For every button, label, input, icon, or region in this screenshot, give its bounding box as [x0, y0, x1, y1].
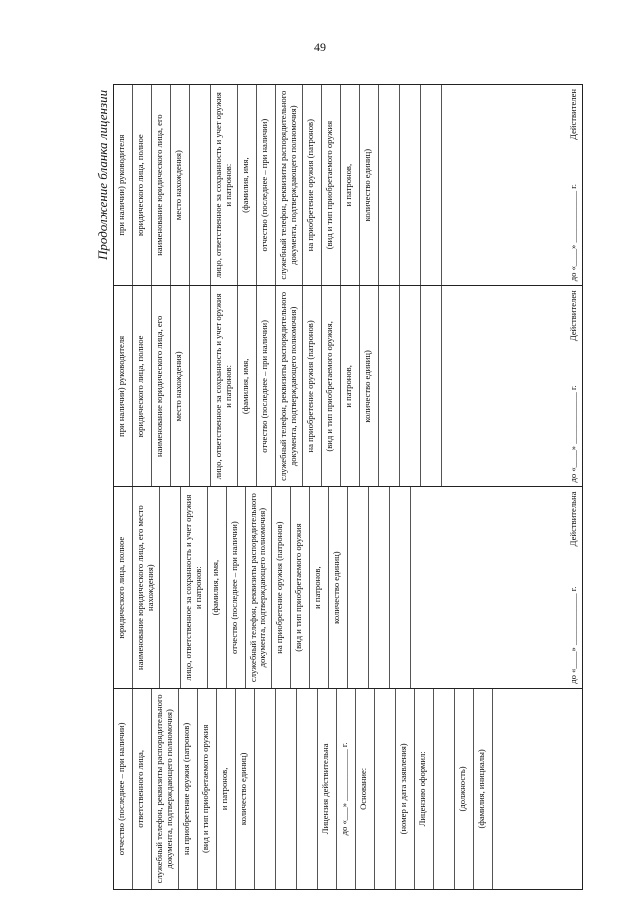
form-row: количество единиц): [236, 689, 255, 889]
form-row: служебный телефон, реквизиты распорядительного документа, подтверждающего полномочия): [276, 286, 303, 486]
form-column-2: [114, 488, 582, 689]
form-row: (вид и тип приобретаемого оружия,: [322, 286, 341, 486]
form-row: на приобретение оружия (патронов): [272, 488, 291, 688]
form-row: [369, 488, 390, 688]
form-row: служебный телефон, реквизиты распорядительного документа, подтверждающего полномочия): [246, 488, 273, 688]
form-row: [434, 689, 455, 889]
form-row: [255, 689, 276, 889]
form-row: лицо, ответственное за сохранность и учет оружия и патронов:: [211, 286, 238, 486]
validity-date: до «____» ____________ г.: [568, 184, 579, 282]
page-number: 49: [314, 40, 326, 54]
form-row: (вид и тип приобретаемого оружия: [322, 85, 341, 285]
form-row: количество единиц): [329, 488, 348, 688]
form-row: (фамилия, инициалы): [474, 689, 493, 889]
validity-date: до «____» ____________ г.: [568, 586, 579, 684]
validity-date: до «____» ____________ г.: [568, 385, 579, 483]
form-row: наименование юридического лица, его: [152, 85, 171, 285]
validity-line: [559, 286, 582, 486]
form-row: количество единиц): [360, 85, 379, 285]
form-row: [400, 286, 421, 486]
form-row: [297, 689, 318, 889]
validity-label: Действителен: [568, 89, 579, 140]
page-heading: Продолжение бланка лицензии: [95, 89, 110, 260]
form-row: (фамилия, имя,: [238, 286, 257, 486]
form-row: [421, 286, 442, 486]
form-row: [390, 488, 411, 688]
validity-line: [559, 85, 582, 285]
validity-label: Действителен: [568, 290, 579, 342]
form-row: [160, 488, 181, 688]
form-row: ответственного лица,: [133, 689, 152, 889]
form-row: лицо, ответственное за сохранность и учет оружия и патронов:: [181, 488, 208, 688]
form-row: при наличии) руководителя: [114, 85, 133, 285]
form-row: [421, 85, 442, 285]
form-row: на приобретение оружия (патронов): [179, 689, 198, 889]
form-row: лицо, ответственное за сохранность и учет оружия и патронов:: [211, 85, 238, 285]
form-row: служебный телефон, реквизиты распорядительного документа, подтверждающего полномочия): [276, 85, 303, 285]
form-row: отчество (последнее – при наличии): [257, 286, 276, 486]
form-row: [400, 85, 421, 285]
form-row: наименование юридического лица, его место нахождения): [133, 488, 160, 688]
form-row: [276, 689, 297, 889]
form-row: место нахождения): [171, 286, 190, 486]
form-row: (фамилия, имя,: [208, 488, 227, 688]
form-row: [379, 286, 400, 486]
form-row: (номер и дата заявления): [396, 689, 415, 889]
form-row: (вид и тип приобретаемого оружия: [291, 488, 310, 688]
form-row: до «___» ____________ г.: [337, 689, 356, 889]
license-form: [113, 84, 583, 890]
form-row: (фамилия, имя,: [238, 85, 257, 285]
form-row: отчество (последнее – при наличии): [114, 689, 133, 889]
form-row: [379, 85, 400, 285]
form-row: на приобретение оружия (патронов): [303, 286, 322, 486]
form-row: Лицензию оформил:: [415, 689, 434, 889]
form-row: юридического лица, полное: [114, 488, 133, 688]
form-row: (вид и тип приобретаемого оружия: [198, 689, 217, 889]
form-row: [375, 689, 396, 889]
form-row: служебный телефон, реквизиты распорядительного документа, подтверждающего полномочия): [152, 689, 179, 889]
form-column-4: [114, 85, 582, 286]
form-row: отчество (последнее – при наличии): [257, 85, 276, 285]
validity-label: Действительна: [568, 491, 579, 547]
form-row: и патронов,: [341, 286, 360, 486]
form-row: место нахождения): [171, 85, 190, 285]
form-column-1: [114, 689, 582, 889]
form-row: [190, 286, 211, 486]
form-row: [348, 488, 369, 688]
validity-line: [559, 488, 582, 688]
form-column-3: [114, 286, 582, 487]
form-row: [190, 85, 211, 285]
form-row: отчество (последнее – при наличии): [227, 488, 246, 688]
form-row: (должность): [455, 689, 474, 889]
form-row: Лицензия действительна: [318, 689, 337, 889]
form-row: при наличии) руководителя: [114, 286, 133, 486]
form-row: и патронов,: [310, 488, 329, 688]
form-row: наименование юридического лица, его: [152, 286, 171, 486]
form-row: на приобретение оружия (патронов): [303, 85, 322, 285]
form-row: количество единиц): [360, 286, 379, 486]
form-row: юридического лица, полное: [133, 85, 152, 285]
form-row: и патронов,: [217, 689, 236, 889]
form-row: Основание:: [356, 689, 375, 889]
license-form-table: [113, 84, 583, 890]
form-row: и патронов,: [341, 85, 360, 285]
form-row: юридического лица, полное: [133, 286, 152, 486]
